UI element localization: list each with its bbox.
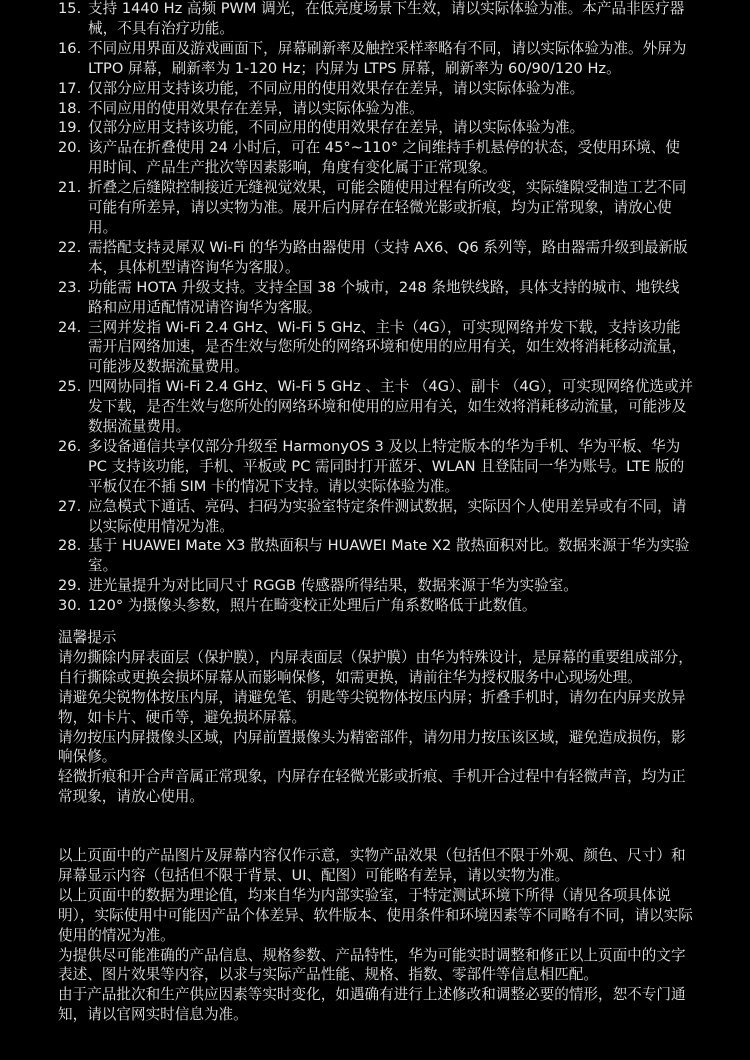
disclaimer-paragraph: 为提供尽可能准确的产品信息、规格参数、产品特性，华为可能实时调整和修正以上页面中的文字表述、图片效果等内容，以求与实际产品性能、规格、指数、零部件等信息相匹配。 xyxy=(58,946,686,984)
footnote-number: 29. xyxy=(58,577,82,595)
tip-paragraph: 请勿按压内屏摄像头区域，内屏前置摄像头为精密部件，请勿用力按压该区域，避免造成损伤，影响保修。 xyxy=(58,728,686,766)
footnote-number: 19. xyxy=(58,119,82,137)
footnote-item xyxy=(58,437,694,497)
footnote-item xyxy=(58,118,694,138)
footnote-text: 三网并发指 Wi-Fi 2.4 GHz、Wi-Fi 5 GHz、主卡（4G），可实现网络并发下载，支持该功能需开启网络加速，是否生效与您所处的网络环境和使用的应用有关，如生效将消耗移动流量，可能涉及数据流量费用。 xyxy=(88,318,687,376)
footnote-number: 26. xyxy=(58,437,82,455)
footnote-item xyxy=(58,138,694,178)
disclaimer-paragraph: 以上页面中的数据为理论值，均来自华为内部实验室，于特定测试环境下所得（请见各项具体说明），实际使用中可能因产品个体差异、软件版本、使用条件和环境因素等不同略有不同，请以实际使用的情况为准。 xyxy=(58,886,693,944)
footnote-number: 28. xyxy=(58,537,82,555)
footnote-text: 应急模式下通话、亮码、扫码为实验室特定条件测试数据，实际因个人使用差异或有不同，请以实际使用情况为准。 xyxy=(88,497,687,535)
footnote-item xyxy=(58,318,694,378)
footnote-text: 仅部分应用支持该功能，不同应用的使用效果存在差异，请以实际体验为准。 xyxy=(88,119,585,137)
footnote-item xyxy=(58,536,694,576)
footnote-text: 120° 为摄像头参数，照片在畸变校正处理后广角系数略低于此数值。 xyxy=(88,597,537,615)
footnote-text: 不同应用的使用效果存在差异，请以实际体验为准。 xyxy=(88,99,424,117)
disclaimer-section xyxy=(58,846,694,1025)
footnote-text: 支持 1440 Hz 高频 PWM 调光，在低亮度场景下生效，请以实际体验为准。本产品非医疗器械，不具有治疗功能。 xyxy=(88,0,685,37)
footnote-text: 需搭配支持灵犀双 Wi-Fi 的华为路由器使用（支持 AX6、Q6 系列等，路由器需升级到最新版本，具体机型请咨询华为客服）。 xyxy=(88,238,688,276)
footnote-list xyxy=(58,0,694,616)
footnote-number: 22. xyxy=(58,238,82,256)
footnote-item xyxy=(58,576,694,596)
footnote-item xyxy=(58,39,694,79)
footnote-text: 折叠之后缝隙控制接近无缝视觉效果，可能会随使用过程有所改变，实际缝隙受制造工艺不同可能有所差异，请以实物为准。展开后内屏存在轻微光影或折痕，均为正常现象，请放心使用。 xyxy=(88,179,687,236)
tip-paragraph: 请勿撕除内屏表面层（保护膜），内屏表面层（保护膜）由华为特殊设计，是屏幕的重要组成部分，自行撕除或更换会损坏屏幕从而影响保修，如需更换，请前往华为授权服务中心现场处理。 xyxy=(58,648,693,686)
footnote-number: 15. xyxy=(58,0,82,17)
footnote-number: 17. xyxy=(58,79,82,97)
footnote-number: 23. xyxy=(58,278,82,296)
footnote-item xyxy=(58,178,694,238)
footnote-item xyxy=(58,377,694,437)
footnote-number: 20. xyxy=(58,139,82,157)
footnote-text: 该产品在折叠使用 24 小时后，可在 45°~110° 之间维持手机悬停的状态，受使用环境、使用时间、产品生产批次等因素影响，角度有变化属于正常现象。 xyxy=(88,139,680,177)
footnote-text: 不同应用界面及游戏画面下，屏幕刷新率及触控采样率略有不同，请以实际体验为准。外屏为 LTPO 屏幕，刷新率为 1-120 Hz；内屏为 LTPS 屏幕，刷新率为 60/90/120 Hz。 xyxy=(88,39,687,77)
footnote-number: 25. xyxy=(58,378,82,396)
footnote-number: 18. xyxy=(58,99,82,117)
footnote-text: 功能需 HOTA 升级支持。支持全国 38 个城市，248 条地铁线路，具体支持的城市、地铁线路和应用适配情况请咨询华为客服。 xyxy=(88,278,680,316)
footnote-text: 多设备通信共享仅部分升级至 HarmonyOS 3 及以上特定版本的华为手机、华为平板、华为 PC 支持该功能，手机、平板或 PC 需同时打开蓝牙、WLAN 且登陆同一华为账号。LTE 版的平板仅在不插 SIM 卡的情况下支持。请以实际体验为准。 xyxy=(88,437,685,495)
footnote-text: 仅部分应用支持该功能，不同应用的使用效果存在差异，请以实际体验为准。 xyxy=(88,79,585,97)
footnote-item xyxy=(58,278,694,318)
footnote-item xyxy=(58,238,694,278)
disclaimer-paragraph: 以上页面中的产品图片及屏幕内容仅作示意，实物产品效果（包括但不限于外观、颜色、尺寸）和屏幕显示内容（包括但不限于背景、UI、配图）可能略有差异，请以实物为准。 xyxy=(58,847,686,884)
footnote-number: 16. xyxy=(58,39,82,57)
warm-tips-section xyxy=(58,628,694,807)
footnote-number: 24. xyxy=(58,318,82,336)
disclaimer-paragraph: 由于产品批次和生产供应因素等实时变化，如遇确有进行上述修改和调整必要的情形，恕不专门通知，请以官网实时信息为准。 xyxy=(58,986,686,1024)
footnote-item xyxy=(58,596,694,616)
footnote-text: 进光量提升为对比同尺寸 RGGB 传感器所得结果，数据来源于华为实验室。 xyxy=(88,577,578,595)
footnote-item xyxy=(58,0,694,39)
tip-paragraph: 轻微折痕和开合声音属正常现象，内屏存在轻微光影或折痕、手机开合过程中有轻微声音，均为正常现象，请放心使用。 xyxy=(58,768,686,806)
footnote-item xyxy=(58,79,694,99)
footnote-number: 21. xyxy=(58,179,82,197)
footnote-number: 30. xyxy=(58,597,82,615)
footnote-item xyxy=(58,99,694,119)
footnote-number: 27. xyxy=(58,497,82,515)
tip-paragraph: 请避免尖锐物体按压内屏，请避免笔、钥匙等尖锐物体按压内屏；折叠手机时，请勿在内屏夹放异物，如卡片、硬币等，避免损坏屏幕。 xyxy=(58,688,686,726)
warm-tips-heading: 温馨提示 xyxy=(58,629,117,646)
footnote-text: 四网协同指 Wi-Fi 2.4 GHz、Wi-Fi 5 GHz 、主卡 （4G）、副卡 （4G），可实现网络优选或并发下载，是否生效与您所处的网络环境和使用的应用有关，如生效将消耗移动流量，可能涉及数据流量费用。 xyxy=(88,378,694,436)
footnote-item xyxy=(58,497,694,537)
footnote-text: 基于 HUAWEI Mate X3 散热面积与 HUAWEI Mate X2 散热面积对比。数据来源于华为实验室。 xyxy=(88,537,690,575)
